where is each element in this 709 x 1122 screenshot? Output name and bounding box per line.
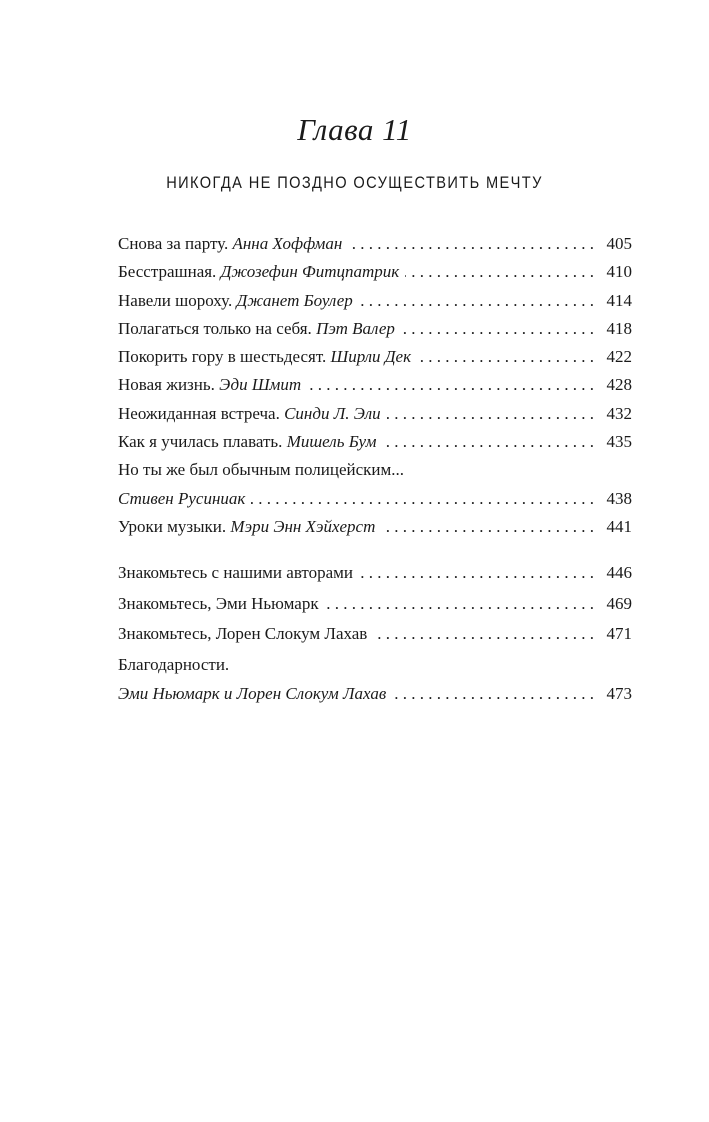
entry-title: Знакомьтесь, Лорен Слокум Лахав	[118, 624, 368, 644]
entry-title: Знакомьтесь, Эми Ньюмарк	[118, 593, 319, 613]
entry-author: Стивен Русиниак	[118, 488, 246, 508]
entry-page: 473	[606, 684, 632, 704]
chapter-title: Глава 11	[297, 112, 412, 147]
dot-leader	[387, 400, 594, 428]
entry-author: Джанет Боулер	[236, 290, 353, 310]
entry-author: Пэт Валер	[316, 318, 395, 338]
entry-page: 432	[606, 403, 632, 423]
toc-entry[interactable]	[118, 558, 632, 589]
dot-leader	[405, 258, 594, 286]
dot-leader	[417, 343, 594, 371]
dot-leader	[359, 287, 594, 315]
toc-entry[interactable]	[118, 230, 632, 258]
toc-entry[interactable]	[118, 315, 632, 343]
entry-title: Навели шороху.	[118, 290, 233, 310]
entry-author: Ширли Дек	[330, 347, 412, 367]
entry-author: Эди Шмит	[219, 375, 302, 395]
toc-entry[interactable]	[118, 371, 632, 399]
entry-title: Неожиданная встреча.	[118, 403, 280, 423]
entry-author: Мэри Энн Хэйхерст	[230, 516, 376, 536]
section-gap	[118, 541, 632, 558]
entry-page: 438	[606, 488, 632, 508]
dot-leader	[325, 589, 594, 620]
toc-entry[interactable]	[118, 589, 632, 620]
entry-title: Знакомьтесь с нашими авторами	[118, 563, 354, 583]
toc-entry-title-line[interactable]	[118, 456, 632, 484]
entry-page: 422	[606, 347, 632, 367]
entry-title: Новая жизнь.	[118, 375, 215, 395]
entry-author: Эми Ньюмарк и Лорен Слокум Лахав	[118, 684, 387, 704]
entry-title: Бесстрашная.	[118, 262, 217, 282]
entry-page: 410	[606, 262, 632, 282]
toc-entry[interactable]	[118, 619, 632, 650]
entry-page: 446	[606, 563, 632, 583]
entry-title: Снова за парту.	[118, 234, 229, 253]
toc-entry-author-line[interactable]	[118, 485, 632, 513]
entry-title: Благодарности.	[118, 654, 230, 674]
entry-page: 428	[606, 375, 632, 395]
entry-page: 435	[606, 432, 632, 452]
table-of-contents	[118, 230, 632, 709]
entry-author: Синди Л. Эли	[284, 403, 381, 423]
dot-leader	[401, 315, 594, 343]
entry-page: 471	[606, 624, 632, 644]
entry-title: Как я училась плавать.	[118, 432, 283, 452]
entry-title: Уроки музыки.	[118, 516, 227, 536]
entry-title: Полагаться только на себя.	[118, 318, 312, 338]
entry-page: 418	[606, 318, 632, 338]
entry-page: 405	[606, 234, 632, 253]
dot-leader	[383, 428, 595, 456]
entry-page: 441	[606, 516, 632, 536]
entry-title: Но ты же был обычным полицейским...	[118, 460, 405, 480]
entry-title: Покорить гору в шестьдесят.	[118, 347, 327, 367]
entry-page: 469	[606, 593, 632, 613]
dot-leader	[381, 513, 594, 541]
toc-entry-title-line[interactable]	[118, 650, 632, 681]
toc-entry[interactable]	[118, 258, 632, 286]
dot-leader	[392, 680, 594, 708]
toc-entry[interactable]	[118, 428, 632, 456]
dot-leader	[348, 230, 594, 258]
dot-leader	[251, 485, 594, 513]
entry-author: Мишель Бум	[286, 432, 377, 452]
toc-entry-author-line[interactable]	[118, 680, 632, 708]
toc-entry[interactable]	[118, 287, 632, 315]
toc-entry[interactable]	[118, 400, 632, 428]
dot-leader	[307, 371, 594, 399]
toc-entry[interactable]	[118, 343, 632, 371]
entry-author: Анна Хоффман	[232, 234, 343, 253]
dot-leader	[373, 619, 594, 650]
chapter-heading: НИКОГДА НЕ ПОЗДНО ОСУЩЕСТВИТЬ МЕЧТУ	[166, 173, 543, 192]
entry-author: Джозефин Фитцпатрик	[220, 262, 400, 282]
dot-leader	[359, 558, 594, 589]
toc-entry[interactable]	[118, 513, 632, 541]
entry-page: 414	[606, 290, 632, 310]
